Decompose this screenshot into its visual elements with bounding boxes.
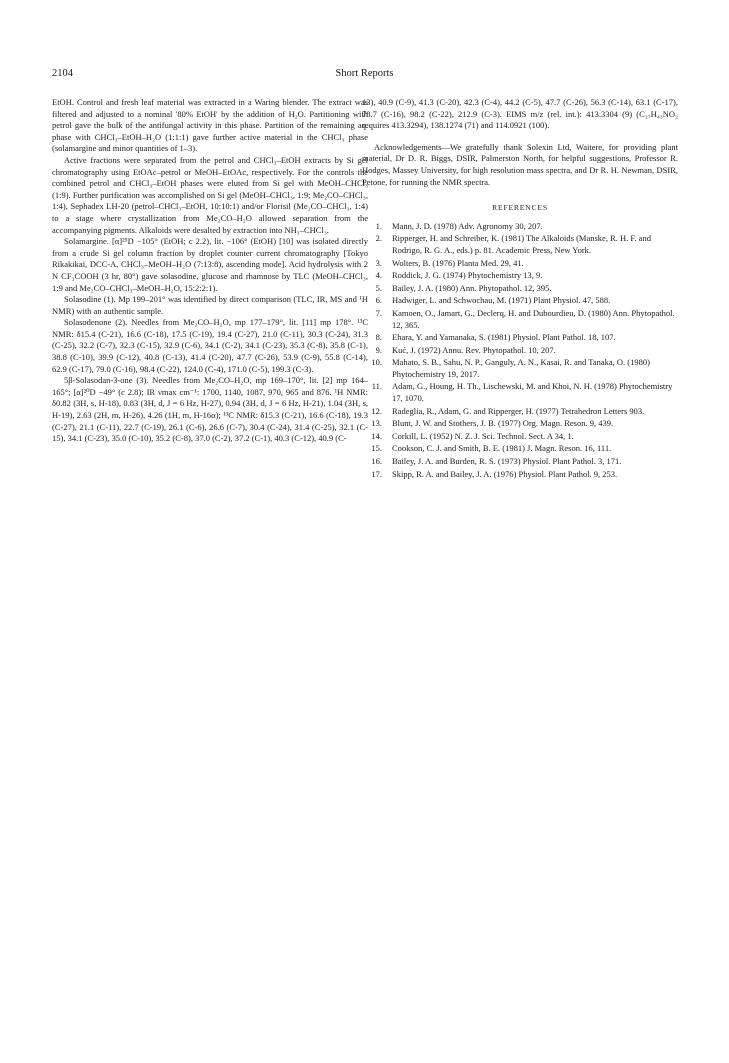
running-head: Short Reports bbox=[335, 68, 394, 79]
reference-number: 9. bbox=[375, 344, 382, 355]
reference-number: 5. bbox=[375, 282, 382, 293]
left-column bbox=[52, 97, 368, 445]
reference-item bbox=[362, 295, 678, 307]
references-heading: REFERENCES bbox=[492, 203, 548, 213]
reference-number: 16. bbox=[371, 456, 382, 467]
reference-number: 10. bbox=[371, 357, 382, 368]
reference-number: 8. bbox=[375, 332, 382, 343]
reference-text: Skipp, R. A. and Bailey, J. A. (1976) Physiol. Plant Pathol. 9, 253. bbox=[392, 468, 618, 479]
reference-text: Ehara, Y. and Yamanaka, S. (1981) Physiol. Plant Pathol. 18, 107. bbox=[392, 332, 616, 343]
reference-list bbox=[362, 221, 678, 480]
reference-item bbox=[362, 431, 678, 443]
reference-number: 15. bbox=[371, 443, 382, 454]
reference-text: Kamoen, O., Jamart, G., Declerq, H. and Dubourdieu, D. (1980) Ann. Phytopathol. 12, 365. bbox=[392, 307, 675, 330]
reference-text: Corkill, L. (1952) N. Z. J. Sci. Technol. Sect. A 34, 1. bbox=[392, 430, 574, 441]
reference-text: Bailey, J. A. (1980) Ann. Phytopathol. 12, 395. bbox=[392, 282, 552, 293]
reference-item bbox=[362, 270, 678, 282]
reference-text: Bailey, J. A. and Burden, R. S. (1973) Physiol. Plant Pathol. 3, 171. bbox=[392, 456, 622, 467]
acknowledgements: Acknowledgements—We gratefully thank Solexin Ltd, Waitere, for providing plant material, Dr D. R. Biggs, DSIR, Palmerston North, for helpful suggestions, Professor R. Hodges, Massey University, for high resolution mass spectra, and Dr R. H. Newman, DSIR, Petone, for running the NMR spectra. bbox=[362, 141, 678, 187]
reference-number: 14. bbox=[371, 430, 382, 441]
reference-text: Roddick, J. G. (1974) Phytochemistry 13, 9. bbox=[392, 270, 543, 281]
reference-number: 1. bbox=[375, 220, 382, 231]
reference-item bbox=[362, 357, 678, 380]
reference-item bbox=[362, 443, 678, 455]
reference-item bbox=[362, 233, 678, 256]
reference-item bbox=[362, 221, 678, 233]
reference-text: Wolters, B. (1976) Planta Med. 29, 41. bbox=[392, 257, 524, 268]
right-column bbox=[362, 97, 678, 481]
reference-number: 11. bbox=[371, 381, 382, 392]
reference-number: 6. bbox=[375, 295, 382, 306]
paragraph-continuation: 13), 40.9 (C-9), 41.3 (C-20), 42.3 (C-4), 44.2 (C-5), 47.7 (C-26), 56.3 (C-14), 63.1 (C-17), 78.7 (C-16), 98.2 (C-22), 212.9 (C-3). EIMS m/z (rel. int.): 413.3304 (9) (C₂₇H₄₃NO₂ requires 413.3294), 138.1274 (71) and 114.0921 (100). bbox=[362, 97, 678, 131]
reference-text: Adam, G., Houng, H. Th., Lischewski, M. and Khoi, N. H. (1978) Phytochemistry 17, 1070. bbox=[392, 381, 673, 404]
reference-text: Blunt, J. W. and Stothers, J. B. (1977) Org. Magn. Reson. 9, 439. bbox=[392, 418, 614, 429]
reference-number: 3. bbox=[375, 257, 382, 268]
reference-item bbox=[362, 456, 678, 468]
page-number: 2104 bbox=[52, 68, 73, 79]
reference-item bbox=[362, 332, 678, 344]
reference-item bbox=[362, 406, 678, 418]
reference-number: 7. bbox=[375, 307, 382, 318]
reference-item bbox=[362, 469, 678, 481]
reference-text: Radeglia, R., Adam, G. and Ripperger, H. (1977) Tetrahedron Letters 903. bbox=[392, 405, 645, 416]
reference-number: 12. bbox=[371, 405, 382, 416]
reference-text: Hadwiger, L. and Schwochau, M. (1971) Plant Physiol. 47, 588. bbox=[392, 295, 611, 306]
reference-text: Mahato, S. B., Sahu, N. P., Ganguly, A. N., Kasai, R. and Tanaka, O. (1980) Phytochemistry 19, 2017. bbox=[392, 357, 650, 379]
reference-text: Mann, J. D. (1978) Adv. Agronomy 30, 207. bbox=[392, 220, 543, 231]
paragraph: 5β-Solasodan-3-one (3). Needles from Me₂CO–H₂O, mp 169–170°, lit. [2] mp 164–165°; [α]²⁰D −49° (c 2.8); IR νmax cm⁻¹: 1700, 1140, 1087, 970, 965 and 876. ¹H NMR: δ0.82 (3H, s, H-18), 0.83 (3H, d, J = 6 Hz, H-27), 0.94 (3H, d, J = 6 Hz, H-21), 1.04 (3H, s, H-19), 2.63 (2H, m, H-26), 4.26 (1H, m, H-16α); ¹³C NMR: δ15.3 (C-21), 16.6 (C-18), 19.3 (C-27), 21.1 (C-11), 22.7 (C-19), 26.1 (C-6), 26.6 (C-7), 30.4 (C-24), 31.4 (C-25), 32.1 (C-15), 34.1 (C-23), 35.0 (C-10), 35.2 (C-8), 37.0 (C-2), 37.2 (C-1), 40.3 (C-12), 40.9 (C- bbox=[52, 375, 368, 444]
reference-item bbox=[362, 308, 678, 331]
reference-item bbox=[362, 258, 678, 270]
reference-item bbox=[362, 381, 678, 404]
reference-number: 2. bbox=[375, 233, 382, 244]
reference-item bbox=[362, 283, 678, 295]
reference-number: 13. bbox=[371, 418, 382, 429]
reference-text: Kuć, J. (1972) Annu. Rev. Phytopathol. 10, 207. bbox=[392, 344, 556, 355]
reference-number: 17. bbox=[371, 468, 382, 479]
paragraph: Solamargine. [α]²⁵D −105° (EtOH; c 2.2), lit. −106° (EtOH) [10] was isolated directly from a crude Si gel column fraction by droplet counter current chromatography [Tokyo Rikakikai, DCC-A, CHCl₃–MeOH–H₂O (7:13:8), ascending mode]. Acid hydrolysis with 2 N CF₃COOH (3 hr, 80°) gave solasodine, glucose and rhamnose by TLC (MeOH–CHCl₃, 1:9 and Me₂CO–CHCl₃–MeOH–H₂O, 15:2:2:1). bbox=[52, 236, 368, 293]
reference-number: 4. bbox=[375, 270, 382, 281]
paragraph: Solasodenone (2). Needles from Me₂CO–H₂O, mp 177–179°, lit. [11] mp 178°. ¹³C NMR: δ15.4 (C-21), 16.6 (C-18), 17.5 (C-19), 19.4 (C-27), 21.0 (C-11), 30.3 (C-24), 31.3 (C-25), 32.2 (C-7), 32.3 (C-15), 32.9 (C-6), 34.1 (C-2), 34.1 (C-23), 35.3 (C-8), 35.8 (C-1), 38.8 (C-10), 39.9 (C-12), 40.8 (C-13), 41.4 (C-20), 47.7 (C-26), 53.9 (C-9), 55.8 (C-14), 62.9 (C-17), 79.0 (C-16), 98.4 (C-22), 124.0 (C-4), 171.0 (C-5), 199.3 (C-3). bbox=[52, 317, 368, 374]
paragraph: Solasodine (1). Mp 199–201° was identified by direct comparison (TLC, IR, MS and ¹H NMR) with an authentic sample. bbox=[52, 294, 368, 316]
paragraph: EtOH. Control and fresh leaf material was extracted in a Waring blender. The extract was filtered and adjusted to a nominal '80% EtOH' by the addition of H₂O. Partitioning with petrol gave the bulk of the antifungal activity in this phase. Partition of the remaining aq. phase with CHCl₃–EtOH–H₂O (1:1:1) gave further active material in the CHCl₃ phase (solamargine and minor quantities of 1–3). bbox=[52, 97, 368, 154]
reference-item bbox=[362, 418, 678, 430]
reference-text: Ripperger, H. and Schreiber, K. (1981) The Alkaloids (Manske, R. H. F. and Rodrigo, R. G. A., eds.) p. 81. Academic Press, New York. bbox=[392, 233, 651, 255]
reference-item bbox=[362, 345, 678, 357]
paragraph: Active fractions were separated from the petrol and CHCl₃–EtOH extracts by Si gel chromatography using EtOAc–petrol or MeOH–EtOAc, respectively. For the controls the combined petrol and CHCl₃–EtOH phases were eluted from Si gel with MeOH–CHCl₃ (1:9). Further purification was accomplished on Si gel (MeOH–CHCl₃, 1:9; Me₂CO–CHCl₃, 1:4), Sephadex LH-20 (petrol–CHCl₃–EtOH, 10:10:1) and/or Florisil (Me₂CO–CHCl₃, 1:4) to a stage where crystallization from Me₂CO–H₂O allowed separation from the accompanying pigments. Alkaloids were desalted by extraction into NH₃–CHCl₃. bbox=[52, 154, 368, 235]
reference-text: Cookson, C. J. and Smith, B. E. (1981) J. Magn. Reson. 16, 111. bbox=[392, 443, 612, 454]
